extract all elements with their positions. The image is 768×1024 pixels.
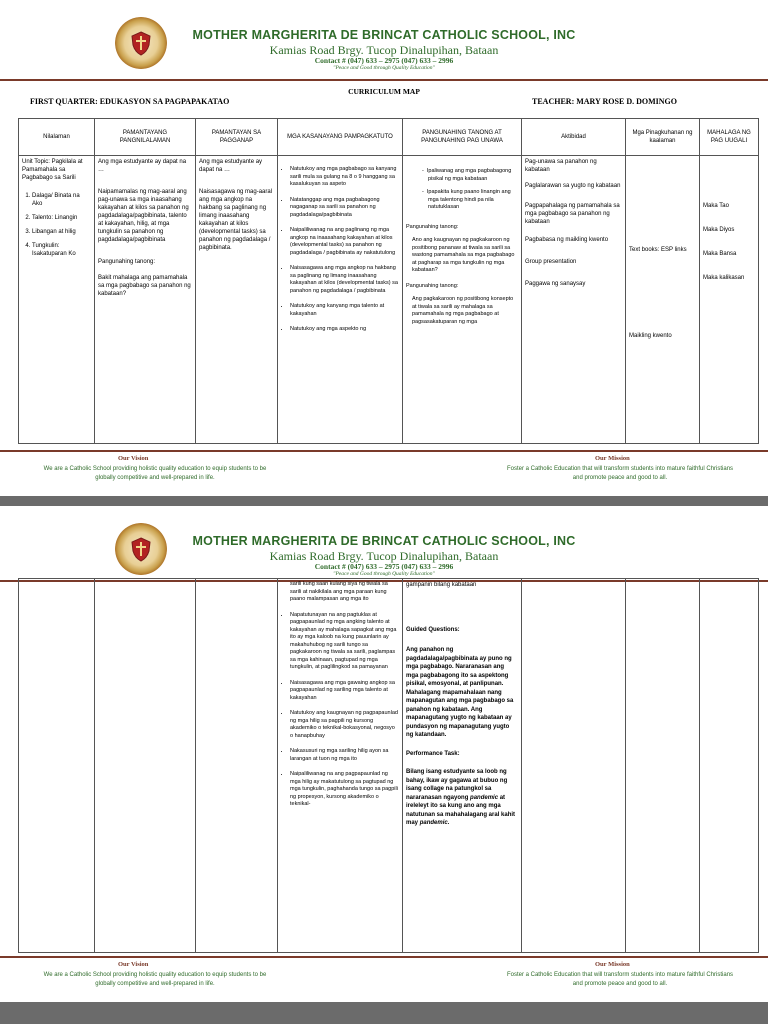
footer-divider [0, 450, 768, 452]
school-motto: "Peace and Good through Quality Education" [333, 65, 435, 71]
footer-divider [0, 956, 768, 958]
value-item: Maka Bansa [703, 251, 737, 257]
kasanayan-cell [278, 579, 403, 953]
list-item: • Natutukoy ang kaugnayan ng pagpapaunlad ng mga hilig sa pagpili ng kursong akademiko o teknikal-bokasyonal, negosyo o hanapbuhay [290, 710, 399, 740]
vision-title: Our Vision [118, 961, 149, 968]
document-page-2 [0, 506, 768, 1002]
list-item: 1. Dalaga/ Binata na Ako [32, 192, 91, 208]
activity-item: Paglalarawan sa yugto ng kabataan [525, 183, 621, 189]
cell-text: Naipamamalas ng mag-aaral ang pag-unawa sa mga inaasahang kakayahan at kilos sa panahon ng pagdadalaga/pagbibinata, talento at kakayahan, hilig, at mga tungkulin sa panahon ng pagdadalaga/pagbibinata [98, 189, 189, 243]
table-header-row [19, 119, 759, 156]
cell-heading: Pangunahing tanong: [406, 223, 459, 230]
pagganap-cell [196, 156, 278, 444]
mission-text: Foster a Catholic Education that will transform students into mature faithful Christians and promote peace and good to all. [506, 972, 734, 987]
performance-task-text: Bilang isang estudyante sa loob ng bahay, ikaw ay gagawa at bubuo ng isang collage na patungkol sa nararanasan ngayong pandemic at ireleleyt ito sa kung ano ang mga natutunan sa mahahalagang aral kahit may pandemic. [406, 769, 516, 826]
activity-item: Paggawa ng sanaysay [525, 281, 586, 287]
cell-heading: Pangunahing tanong: [98, 259, 156, 265]
mission-title: Our Mission [595, 455, 630, 462]
activity-item: Group presentation [525, 259, 577, 265]
mission-title: Our Mission [595, 961, 630, 968]
column-header: Nilalaman [19, 119, 95, 156]
cell-text: Ano ang kaugnayan ng pagkakaroon ng positibong pananaw at tiwala sa sarili sa wastong pamamahala sa mga pagbabago at pagharap sa mga tungkulin ng mga kabataan? [412, 237, 515, 273]
uugali-cell [700, 156, 759, 444]
school-contact: Contact # (047) 633 – 2975 (047) 633 – 2996 [314, 562, 454, 571]
cell-heading: Pangunahing tanong: [406, 282, 459, 289]
nilalaman-cell [19, 156, 95, 444]
pangnilalaman-cell [95, 579, 196, 953]
nilalaman-cell [19, 579, 95, 953]
pagganap-cell [196, 579, 278, 953]
footer [0, 450, 768, 490]
cell-text: Bakit mahalaga ang pamamahala sa mga pagbabago sa panahon ng kabataan? [98, 275, 191, 297]
dash-item: - Ipapakita kung paano linangin ang mga talentong hindi pa nila natutuklasan [422, 189, 511, 210]
school-address: Kamias Road Brgy. Tucop Dinalupihan, Bataan [269, 549, 499, 563]
curriculum-table [18, 118, 759, 444]
cell-text: Naisasagawa ng mag-aaral ang mga angkop na hakbang sa paglinang ng limang inaasahang kakayahan at kilos (developmental tasks) sa panahon ng pagdadalaga / pagbibinata. [199, 189, 273, 251]
activity-item: Pagbabasa ng maikling kwento [525, 237, 609, 243]
list-item: 2. Talento: Linangin [32, 214, 91, 222]
activity-item: Pagpapahalaga ng pamamahala sa mga pagbabago sa panahon ng kabataan [525, 203, 620, 225]
cell-text: Ang mga estudyante ay dapat na … [98, 159, 187, 173]
list-item: 3. Libangan at hilig [32, 228, 91, 236]
cell-text: gampanin bilang kabataan [406, 582, 477, 588]
cell-text: sarili kung saan kulang siya ng tiwala sa sarili at nakikilala ang mga paraan kung paano malampasan ang mga ito [290, 581, 388, 602]
aktibidad-cell [522, 579, 626, 953]
cell-heading: Guided Questions: [406, 626, 460, 633]
list-item: • Nakasusuri ng mga sariling hilig ayon sa larangan at tuon ng mga ito [290, 748, 399, 763]
school-header [0, 506, 768, 584]
list-item: • Naisasagawa ang mga gawaing angkop sa pagpapaunlad ng sariling mga talento at kakayahan [290, 680, 399, 703]
vision-title: Our Vision [118, 455, 149, 462]
teacher-name: TEACHER: MARY ROSE D. DOMINGO [532, 97, 677, 106]
cell-text: Ang pagkakaroon ng positibong konsepto at tiwala sa sarili ay mahalaga sa pamamahala ng mga pagbabago at pagsasakatuparan ng mga [412, 296, 514, 325]
unit-topic: Unit Topic: Pagkilala at Pamamahala sa Pagbabago sa Sarili [22, 159, 83, 181]
tanong-cell [403, 156, 522, 444]
document-page-1 [0, 0, 768, 496]
school-address: Kamias Road Brgy. Tucop Dinalupihan, Bataan [269, 43, 499, 57]
column-header: Mga Pinagkuhanan ng kaalaman [626, 119, 700, 156]
vision-text: We are a Catholic School providing holistic quality education to equip students to be globally competitive and well-prepared in life. [43, 466, 267, 481]
school-motto: "Peace and Good through Quality Education" [333, 571, 435, 577]
kasanayan-cell [278, 156, 403, 444]
list-item: • Napatutunayan na ang pagtuklas at pagpapaunlad ng mga angking talento at kakayahan ay mahalaga sapagkat ang mga ito ay mga kaloob na kung pauunlarin ay makahuhubog ng sarili tungo sa pagkakaroon ng tiwala sa sarili, paglampas sa mga kahinaan, pagtupad ng mga tungkulin, at paglilingkod sa pamayanan [290, 612, 399, 672]
list-item: • Natatanggap ang mga pagbabagong nagaganap sa sarili sa panahon ng pagdadalaga/pagbibinata [290, 197, 399, 220]
cell-text: Ang mga estudyante ay dapat na … [199, 159, 263, 173]
list-item: • Natutukoy ang mga pagbabago sa kanyang sarili mula sa gulang na 8 o 9 hanggang sa kasalukuyan sa aspeto [290, 166, 399, 189]
school-contact: Contact # (047) 633 – 2975 (047) 633 – 2996 [314, 56, 454, 65]
resource-item: Text books: ESP links [629, 247, 687, 253]
dash-item: - Ipaliwanag ang mga pagbabagong pisikal ng mga kabataan [422, 168, 512, 182]
pangnilalaman-cell [95, 156, 196, 444]
pinagkuhanan-cell [626, 156, 700, 444]
column-header: MAHALAGA NG PAG UUGALI [700, 119, 759, 156]
value-item: Maka Diyos [703, 227, 735, 233]
vision-text: We are a Catholic School providing holistic quality education to equip students to be globally competitive and well-prepared in life. [43, 972, 267, 987]
activity-item: Pag-unawa sa panahon ng kabataan [525, 159, 597, 173]
list-item: 4. Tungkulin: Isakatuparan Ko [32, 242, 91, 258]
uugali-cell [700, 579, 759, 953]
aktibidad-cell [522, 156, 626, 444]
list-item: • Naipaliliwanag na ang pagpapaunlad ng mga hilig ay makatutulong sa pagtupad ng mga tungkulin, paghahanda tungo sa pagpili ng propesyon, kursong akademiko o teknikal- [290, 771, 399, 809]
school-name: MOTHER MARGHERITA DE BRINCAT CATHOLIC SCHOOL, INC [192, 28, 576, 42]
list-item: • Naisasagawa ang mga angkop na hakbang sa paglinang ng limang inaasahang kakayahan at kilos (developmental tasks) sa panahon ng pagdadalaga / pagbibinata [290, 265, 399, 295]
school-header [0, 0, 768, 78]
table-row [19, 156, 759, 444]
quarter-subject: FIRST QUARTER: EDUKASYON SA PAGPAPAKATAO [30, 97, 230, 106]
footer [0, 956, 768, 996]
column-header: Aktibidad [522, 119, 626, 156]
curriculum-table-continued [18, 578, 759, 953]
school-name: MOTHER MARGHERITA DE BRINCAT CATHOLIC SCHOOL, INC [192, 534, 576, 548]
list-item: • Natutukoy ang mga aspekto ng [290, 326, 399, 334]
list-item: • Natutukoy ang kanyang mga talento at kakayahan [290, 303, 399, 318]
column-header: PANGUNAHING TANONG AT PANGUNAHING PAG UNAWA [403, 119, 522, 156]
value-item: Maka kalikasan [703, 275, 745, 281]
pinagkuhanan-cell [626, 579, 700, 953]
column-header: MGA KASANAYANG PAMPAGKATUTO [278, 119, 403, 156]
resource-item: Maikling kwento [629, 333, 672, 339]
column-header: PAMANTAYANG PANGNILALAMAN [95, 119, 196, 156]
mission-text: Foster a Catholic Education that will transform students into mature faithful Christians and promote peace and good to all. [506, 466, 734, 481]
value-item: Maka Tao [703, 203, 729, 209]
cell-heading: Performance Task: [406, 750, 460, 757]
cell-text: Ang panahon ng pagdadalaga/pagbibinata ay puno ng mga pagbabago. Nararanasan ang mga pagbabagong ito sa aspektong pisikal, emosyonal, at panlipunan. Mahalagang mapamahalaan nang mapanagutan ang mga pagbabago sa panahon ng kabataan. Ang mapanagutang yugto ng kabataan ay pundasyon ng mapanagutang yugto ng katandaan. [406, 647, 514, 738]
header-divider [0, 79, 768, 81]
tanong-cell [403, 579, 522, 953]
table-row [19, 579, 759, 953]
list-item: • Naipaliliwanag na ang paglinang ng mga angkop na inaasahang kakayahan at kilos (developmental tasks) sa panahon ng pagdadalaga / pagbibinata ay nakatutulong [290, 227, 399, 257]
column-header: PAMANTAYAN SA PAGGANAP [196, 119, 278, 156]
document-title: CURRICULUM MAP [348, 87, 420, 96]
